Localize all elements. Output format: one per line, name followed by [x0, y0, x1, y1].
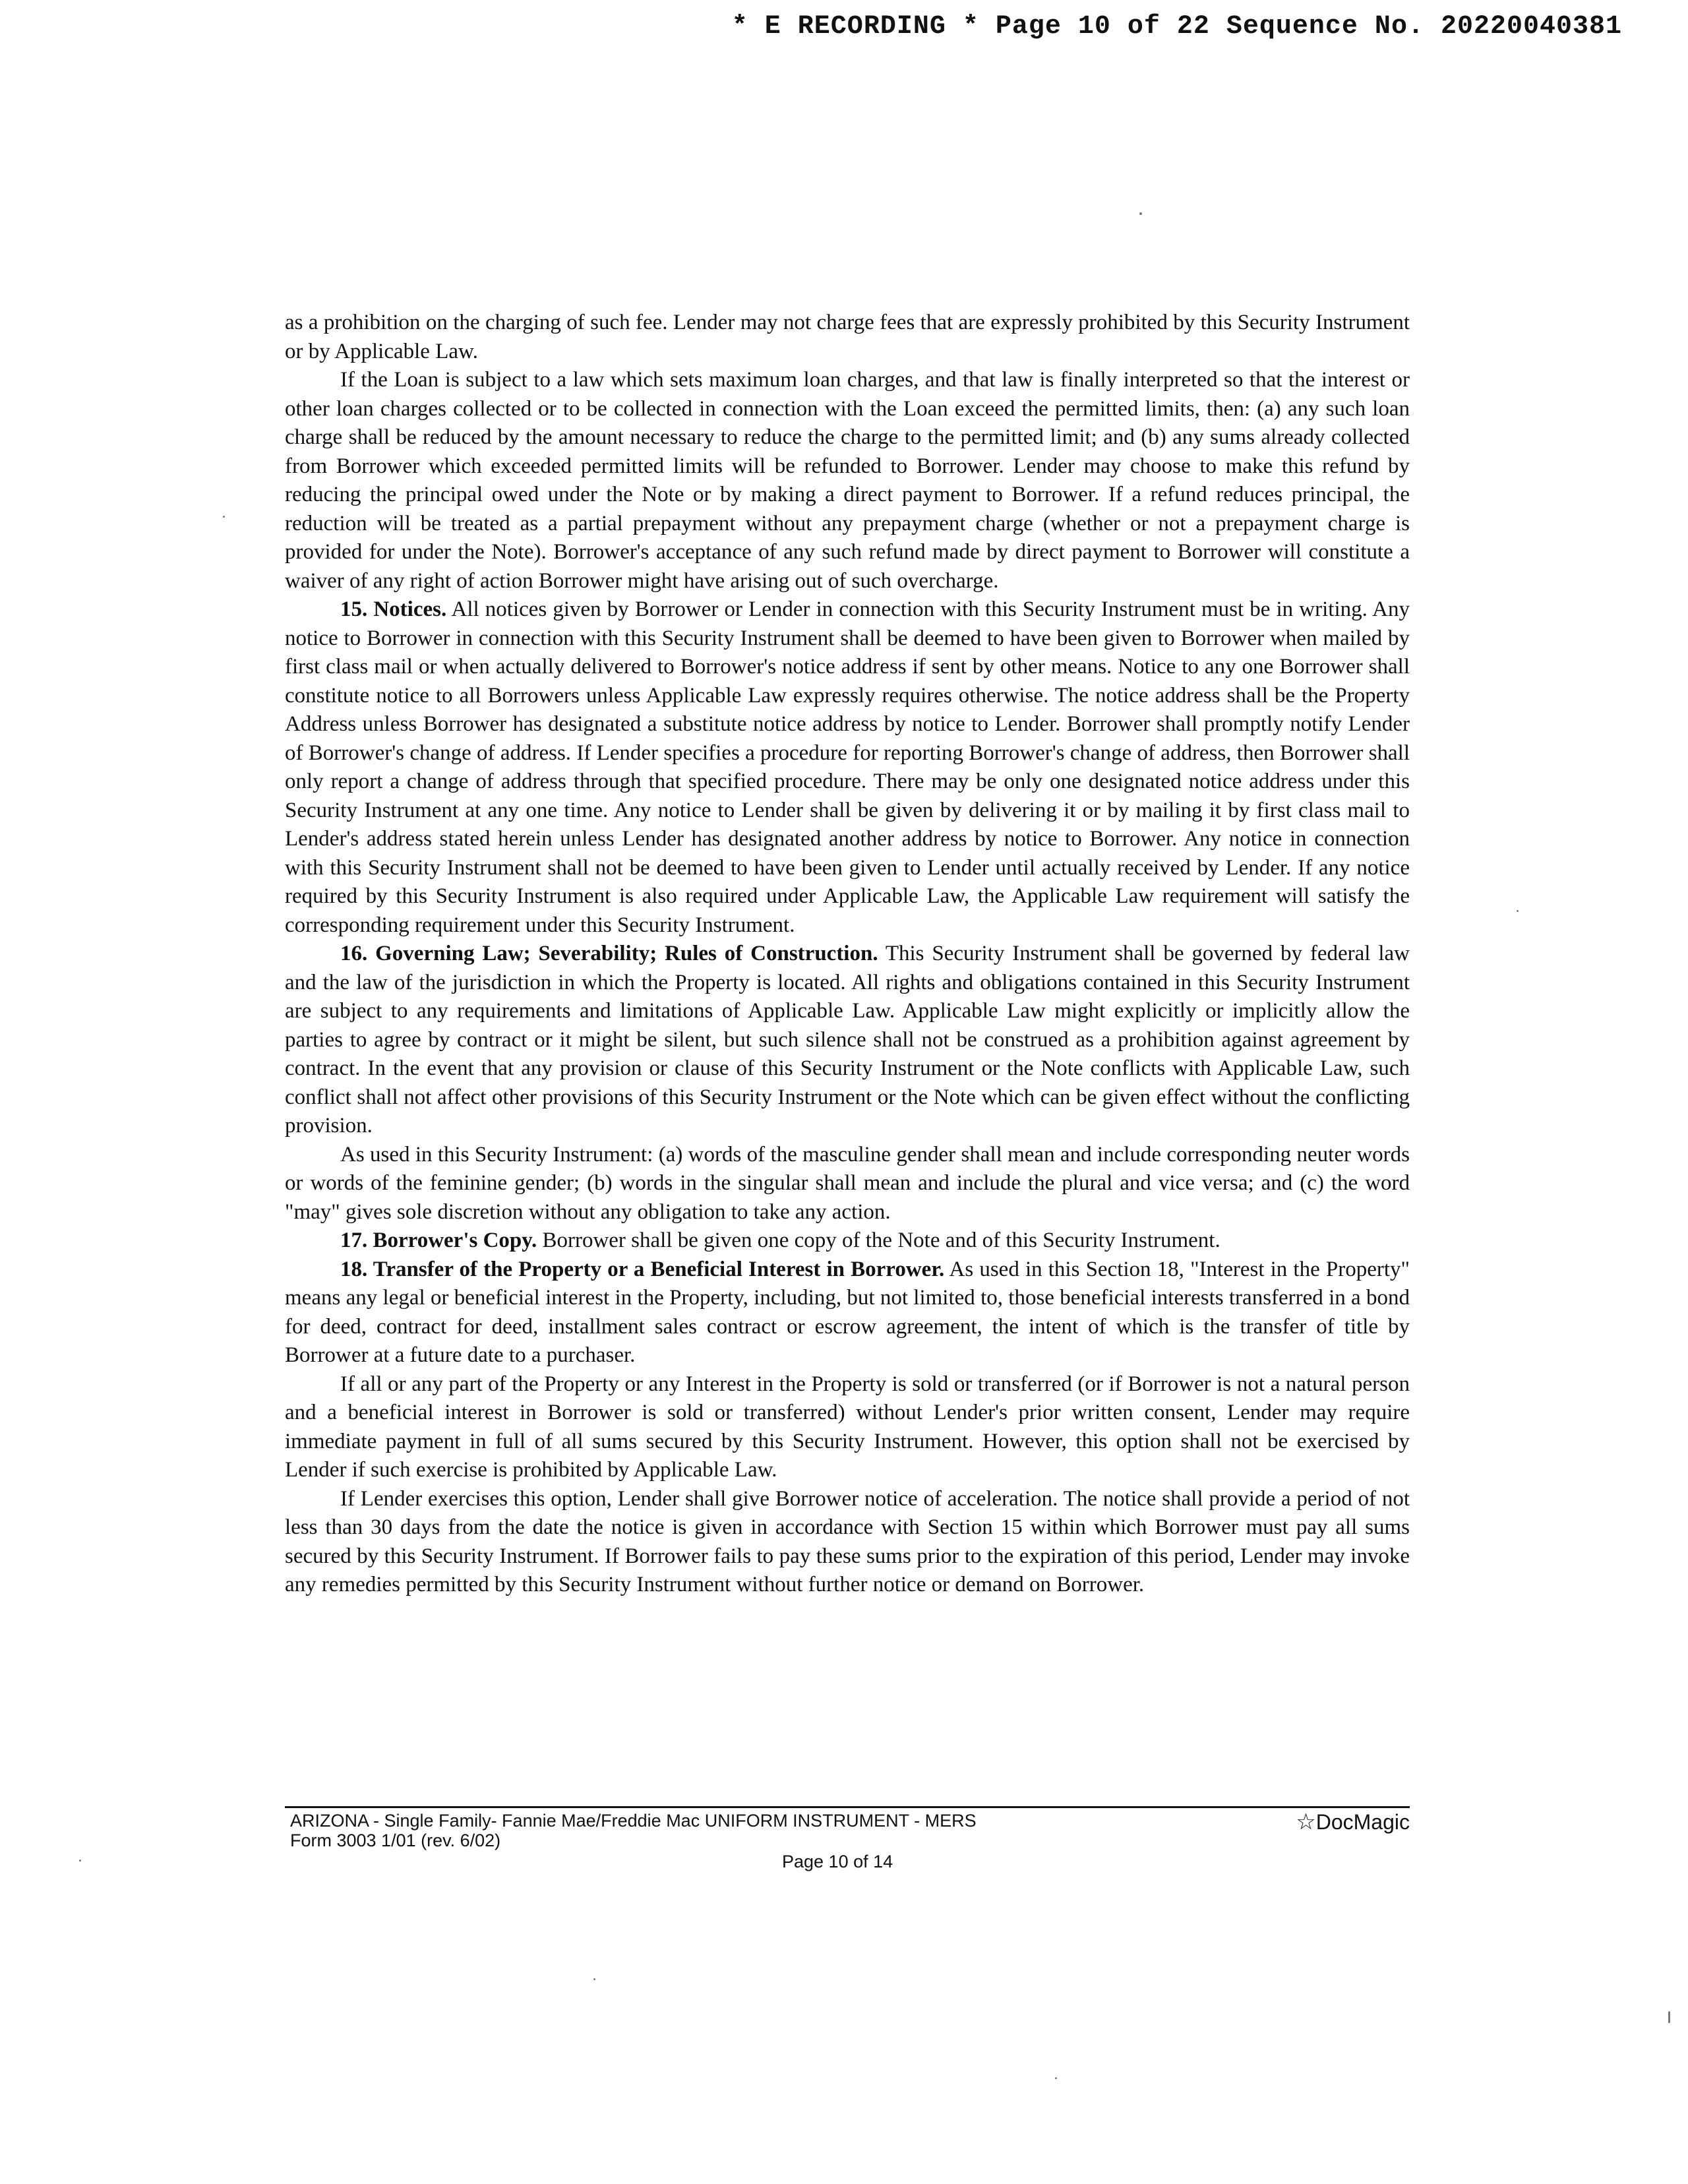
scan-speck	[79, 1860, 81, 1862]
section-18-transfer	[285, 1256, 1410, 1370]
section-18-heading: 18. Transfer of the Property or a Beneficial Interest in Borrower.	[340, 1257, 945, 1281]
form-footer	[290, 1811, 1410, 1850]
scan-speck	[1517, 910, 1519, 912]
paragraph-loan-charges: If the Loan is subject to a law which sets maximum loan charges, and that law is finally interpreted so that the interest or other loan charges collected or to be collected in connection with the Loan exceed the permitted limits, then: (a) any such loan charge shall be reduced by the amount necessary to reduce the charge to the permitted limit; and (b) any sums already collected from Borrower which exceeded permitted limits will be refunded to Borrower. Lender may choose to make this refund by reducing the principal owed under the Note or by making a direct payment to Borrower. If a refund reduces principal, the reduction will be treated as a partial prepayment without any prepayment charge (whether or not a prepayment charge is provided for under the Note). Borrower's acceptance of any such refund made by direct payment to Borrower will constitute a waiver of any right of action Borrower might have arising out of such overcharge.	[285, 368, 1410, 593]
scan-speck	[593, 1978, 595, 1980]
paragraph-as-used: As used in this Security Instrument: (a) words of the masculine gender shall mean and include corresponding neuter words or words of the feminine gender; (b) words in the singular shall mean and include the plural and vice versa; and (c) the word "may" gives sole discretion without any obligation to take any action.	[285, 1142, 1410, 1224]
section-15-text: All notices given by Borrower or Lender in connection with this Security Instrument must be in writing. Any notice to Borrower in connection with this Security Instrument shall be deemed to have been given to Borrower when mailed by first class mail or when actually delivered to Borrower's notice address if sent by other means. Notice to any one Borrower shall constitute notice to all Borrowers unless Applicable Law expressly requires otherwise. The notice address shall be the Property Address unless Borrower has designated a substitute notice address by notice to Lender. Borrower shall promptly notify Lender of Borrower's change of address. If Lender specifies a procedure for reporting Borrower's change of address, then Borrower shall only report a change of address through that specified procedure. There may be only one designated notice address under this Security Instrument at any one time. Any notice to Lender shall be given by delivering it or by mailing it by first class mail to Lender's address stated herein unless Lender has designated another address by notice to Borrower. Any notice in connection with this Security Instrument shall not be deemed to have been given to Lender until actually received by Lender. If any notice required by this Security Instrument is also required under Applicable Law, the Applicable Law requirement will satisfy the corresponding requirement under this Security Instrument.	[285, 597, 1410, 937]
star-icon: ☆	[1296, 1809, 1316, 1835]
scan-speck	[1055, 2077, 1057, 2079]
scan-speck	[223, 516, 225, 518]
docmagic-logo	[1296, 1809, 1410, 1835]
section-17-borrowers-copy	[285, 1227, 1410, 1256]
scan-speck	[1139, 212, 1142, 215]
paragraph-if-lender: If Lender exercises this option, Lender shall give Borrower notice of acceleration. The notice shall provide a period of not less than 30 days from the date the notice is given in accordance with Section 15 within which Borrower must pay all sums secured by this Security Instrument. If Borrower fails to pay these sums prior to the expiration of this period, Lender may invoke any remedies permitted by this Security Instrument without further notice or demand on Borrower.	[285, 1486, 1410, 1596]
section-15-notices	[285, 595, 1410, 940]
document-body	[285, 309, 1410, 1600]
section-16-text: This Security Instrument shall be governed by federal law and the law of the jurisdiction in which the Property is located. All rights and obligations contained in this Security Instrument are subject to any requirements and limitations of Applicable Law. Applicable Law might explicitly or implicitly allow the parties to agree by contract or it might be silent, but such silence shall not be construed as a prohibition against agreement by contract. In the event that any provision or clause of this Security Instrument or the Note conflicts with Applicable Law, such conflict shall not affect other provisions of this Security Instrument or the Note which can be given effect without the conflicting provision.	[285, 942, 1410, 1138]
scan-speck	[1668, 2011, 1670, 2023]
page-number: Page 10 of 14	[782, 1852, 893, 1871]
form-title: ARIZONA - Single Family- Fannie Mae/Freddie Mac UNIFORM INSTRUMENT - MERS	[290, 1811, 977, 1831]
docmagic-brand: DocMagic	[1315, 1810, 1410, 1834]
section-15-heading: 15. Notices.	[340, 597, 447, 621]
section-16-governing-law	[285, 940, 1410, 1141]
section-18-text: As used in this Section 18, "Interest in the Property" means any legal or beneficial interest in the Property, including, but not limited to, those beneficial interests transferred in a bond for deed, contract for deed, installment sales contract or escrow agreement, the intent of which is the transfer of title by Borrower at a future date to a purchaser.	[285, 1257, 1410, 1367]
section-16-heading: 16. Governing Law; Severability; Rules of Construction.	[340, 942, 878, 965]
section-17-heading: 17. Borrower's Copy.	[340, 1228, 537, 1252]
footer-divider	[285, 1806, 1410, 1808]
form-number: Form 3003 1/01 (rev. 6/02)	[290, 1831, 501, 1850]
paragraph-fee-prohibition: as a prohibition on the charging of such fee. Lender may not charge fees that are expressly prohibited by this Security Instrument or by Applicable Law.	[285, 311, 1410, 363]
section-17-text: Borrower shall be given one copy of the Note and of this Security Instrument.	[537, 1228, 1221, 1252]
e-recording-header: * E RECORDING * Page 10 of 22 Sequence No. 20220040381	[731, 12, 1622, 42]
paragraph-if-all: If all or any part of the Property or any Interest in the Property is sold or transferred (or if Borrower is not a natural person and a beneficial interest in Borrower is sold or transferred) without Lender's prior written consent, Lender may require immediate payment in full of all sums secured by this Security Instrument. However, this option shall not be exercised by Lender if such exercise is prohibited by Applicable Law.	[285, 1372, 1410, 1482]
